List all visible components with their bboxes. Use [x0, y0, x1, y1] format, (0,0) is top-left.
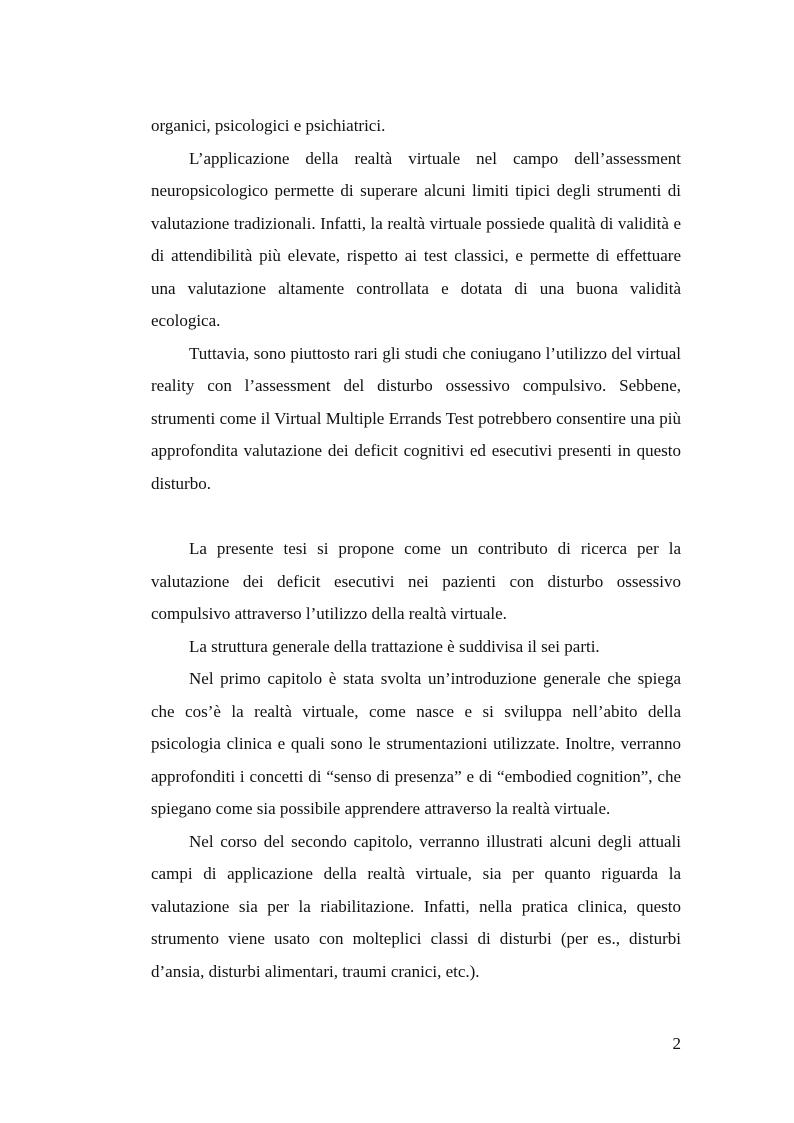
- paragraph-chapter-two: Nel corso del secondo capitolo, verranno illustrati alcuni degli attuali campi di applicazione della realtà virtuale, sia per quanto riguarda la valutazione sia per la riabilitazione. Infatti, nella pratica clinica, questo strumento viene usato con molteplici classi di disturbi (per es., disturbi d’ansia, disturbi alimentari, traumi cranici, etc.).: [151, 831, 681, 981]
- paragraph-structure: La struttura generale della trattazione è suddivisa il sei parti.: [189, 636, 600, 656]
- paragraph-ocd-studies: Tuttavia, sono piuttosto rari gli studi che coniugano l’utilizzo del virtual reality con l’assessment del disturbo ossessivo compulsivo. Sebbene, strumenti come il Virtual Multiple Errands Test potrebbero consentire una più approfondita valutazione dei deficit cognitivi ed esecutivi presenti in questo disturbo.: [151, 343, 681, 493]
- paragraph-chapter-one: Nel primo capitolo è stata svolta un’introduzione generale che spiega che cos’è la realtà virtuale, come nasce e si sviluppa nell’abito della psicologia clinica e quali sono le strumentazioni utilizzate. Inoltre, verranno approfonditi i concetti di “senso di presenza” e di “embodied cognition”, che spiegano come sia possibile apprendere attraverso la realtà virtuale.: [151, 669, 681, 818]
- paragraph-thesis-purpose: La presente tesi si propone come un contributo di ricerca per la valutazione dei deficit esecutivi nei pazienti con disturbo ossessivo compulsivo attraverso l’utilizzo della realtà virtuale.: [151, 539, 681, 623]
- page-body: [151, 110, 681, 988]
- paragraph-continuation: organici, psicologici e psichiatrici.: [151, 116, 386, 135]
- paragraph-vr-assessment: L’applicazione della realtà virtuale nel campo dell’assessment neuropsicologico permette di superare alcuni limiti tipici degli strumenti di valutazione tradizionali. Infatti, la realtà virtuale possiede qualità di validità e di attendibilità più elevate, rispetto ai test classici, e permette di effettuare una valutazione altamente controllata e dotata di una buona validità ecologica.: [151, 148, 681, 330]
- page-number: 2: [672, 1034, 681, 1053]
